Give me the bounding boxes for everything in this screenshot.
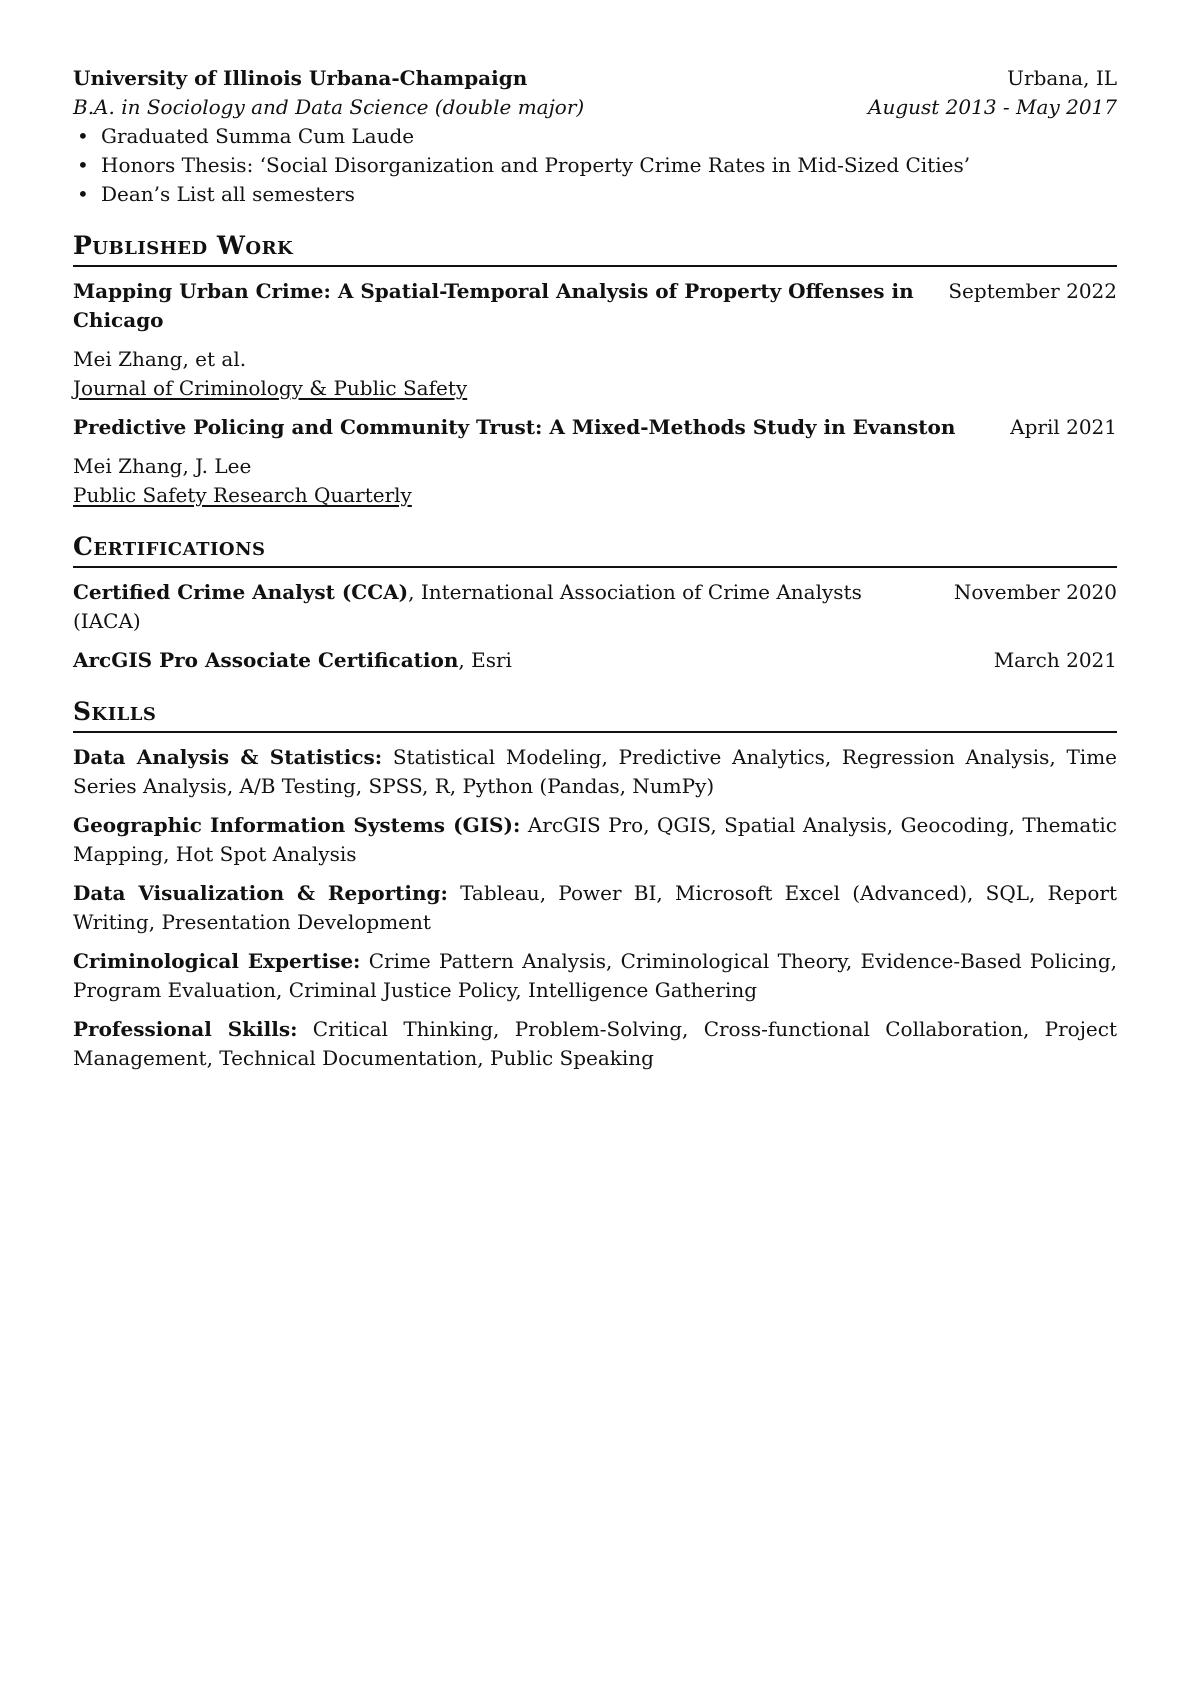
bullet-icon: • (77, 153, 89, 177)
skill-category-label: Data Visualization & Reporting: (73, 881, 448, 905)
certification-entry (73, 578, 1117, 636)
certification-date: March 2021 (993, 648, 1117, 672)
degree-title: B.A. in Sociology and Data Science (double major) (73, 95, 585, 119)
skill-list: Statistical Modeling, Predictive Analytics, Regression Analysis, Time Series Analysis, A/B Testing, SPSS, R, Python (Pandas, NumPy) (73, 745, 1117, 798)
certifications-heading: Certifications (73, 530, 1117, 568)
skill-list: Crime Pattern Analysis, Criminological Theory, Evidence-Based Policing, Program Evaluation, Criminal Justice Policy, Intelligence Gathering (73, 949, 1117, 1002)
bullet-icon: • (77, 124, 89, 148)
certification-issuer: , International Association of Crime Analysts (IACA) (73, 580, 862, 633)
publication-date: April 2021 (1010, 415, 1117, 439)
list-item: • Graduated Summa Cum Laude (73, 122, 1117, 151)
skill-category-label: Professional Skills: (73, 1017, 298, 1041)
skill-category-label: Geographic Information Systems (GIS): (73, 813, 521, 837)
publication-title: Mapping Urban Crime: A Spatial-Temporal Analysis of Property Offenses in Chicago (73, 279, 914, 332)
publication-journal-link[interactable]: Public Safety Research Quarterly (73, 483, 412, 507)
bullet-icon: • (77, 182, 89, 206)
publication-authors: Mei Zhang, et al. (73, 347, 247, 371)
skill-entry (73, 743, 1117, 801)
skill-entry (73, 947, 1117, 1005)
institution-name: University of Illinois Urbana-Champaign (73, 66, 528, 90)
certification-name: ArcGIS Pro Associate Certification (73, 648, 459, 672)
publication-journal-link[interactable]: Journal of Criminology & Public Safety (73, 376, 468, 400)
publication-entry (73, 277, 1117, 403)
skill-category-label: Criminological Expertise: (73, 949, 361, 973)
skill-entry (73, 879, 1117, 937)
education-entry (73, 64, 1117, 209)
publication-title: Predictive Policing and Community Trust: A Mixed-Methods Study in Evanston (73, 415, 956, 439)
education-bullets (73, 122, 1117, 209)
publication-date: September 2022 (948, 279, 1117, 303)
certification-name: Certified Crime Analyst (CCA) (73, 580, 409, 604)
publication-authors: Mei Zhang, J. Lee (73, 454, 252, 478)
skill-list: Critical Thinking, Problem-Solving, Cross-functional Collaboration, Project Management, Technical Documentation, Public Speaking (73, 1017, 1117, 1070)
certification-issuer: , Esri (458, 648, 512, 672)
published-work-heading: Published Work (73, 229, 1117, 267)
skill-category-label: Data Analysis & Statistics: (73, 745, 383, 769)
degree-dates: August 2013 - May 2017 (868, 95, 1117, 119)
list-item: • Honors Thesis: ‘Social Disorganization and Property Crime Rates in Mid-Sized Cities’ (73, 151, 1117, 180)
list-item: • Dean’s List all semesters (73, 180, 1117, 209)
skill-entry (73, 1015, 1117, 1073)
certification-entry (73, 646, 1117, 675)
publication-entry (73, 413, 1117, 510)
skills-heading: Skills (73, 695, 1117, 733)
skill-entry (73, 811, 1117, 869)
institution-location: Urbana, IL (1007, 66, 1117, 90)
skill-list: ArcGIS Pro, QGIS, Spatial Analysis, Geocoding, Thematic Mapping, Hot Spot Analysis (73, 813, 1117, 866)
certification-date: November 2020 (953, 580, 1117, 604)
skill-list: Tableau, Power BI, Microsoft Excel (Advanced), SQL, Report Writing, Presentation Development (73, 881, 1117, 934)
